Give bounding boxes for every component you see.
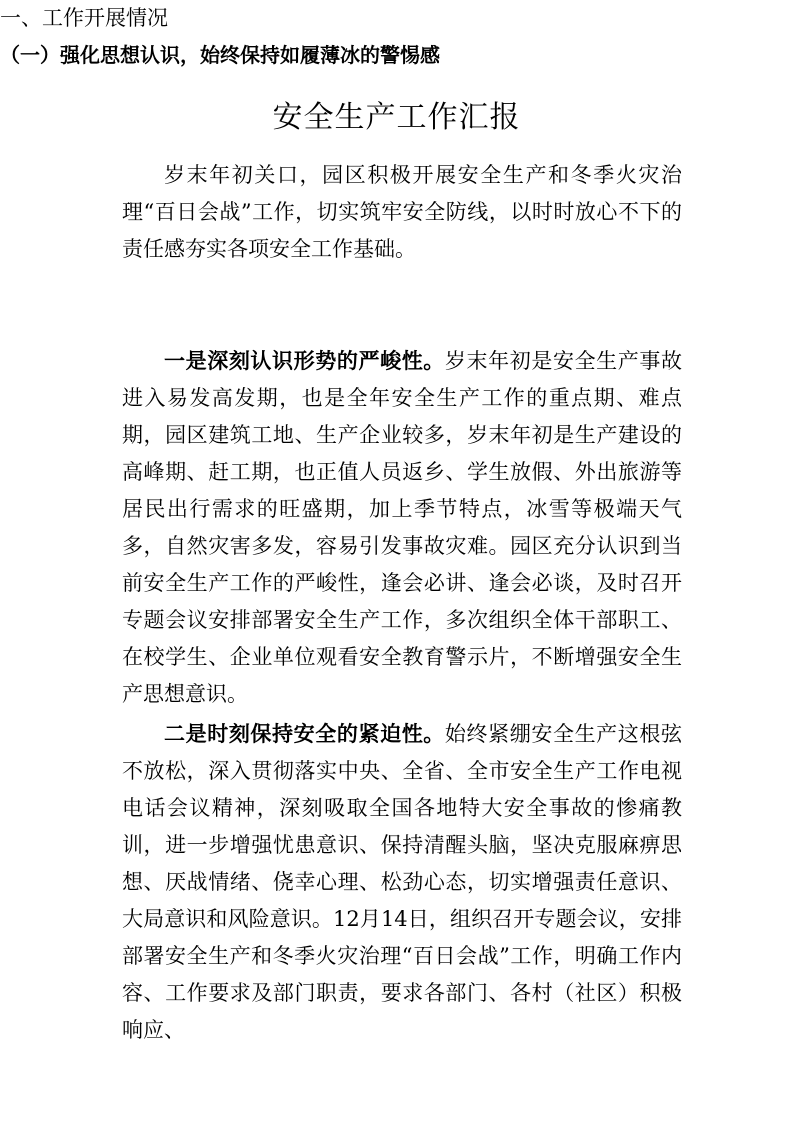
paragraph-lead: 二是时刻保持安全的紧迫性。 (164, 722, 445, 746)
paragraph-body: 始终紧绷安全生产这根弦不放松，深入贯彻落实中央、全省、全市安全生产工作电视电话会议精神，深刻吸取全国各地特大安全事故的惨痛教训，进一步增强忧患意识、保持清醒头脑，坚决克服麻痹思想、厌战情绪、侥幸心理、松劲心态，切实增强责任意识、大局意识和风险意识。12月14日，组织召开专题会议，安排部署安全生产和冬季火灾治理“百日会战”工作，明确工作内容、工作要求及部门职责，要求各部门、各村（社区）积极响应、 (122, 722, 683, 1042)
section-heading: 一、工作开展情况 (0, 6, 168, 30)
paragraph-body: 岁末年初是安全生产事故进入易发高发期，也是全年安全生产工作的重点期、难点期，园区建筑工地、生产企业较多，岁末年初是生产建设的高峰期、赶工期，也正值人员返乡、学生放假、外出旅游等居民出行需求的旺盛期，加上季节特点，冰雪等极端天气多，自然灾害多发，容易引发事故灾难。园区充分认识到当前安全生产工作的严峻性，逢会必讲、逢会必谈，及时召开专题会议安排部署安全生产工作，多次组织全体干部职工、在校学生、企业单位观看安全教育警示片，不断增强安全生产思想意识。 (122, 349, 683, 706)
paragraph-urgency (122, 716, 682, 1049)
document-title: 安全生产工作汇报 (272, 100, 521, 135)
paragraph-lead: 一是深刻认识形势的严峻性。 (164, 349, 445, 373)
paragraph-situation (122, 343, 682, 713)
intro-paragraph: 岁末年初关口，园区积极开展安全生产和冬季火灾治理“百日会战”工作，切实筑牢安全防线，以时时放心不下的责任感夯实各项安全工作基础。 (122, 163, 682, 261)
subsection-heading: （一）强化思想认识，始终保持如履薄冰的警惕感 (0, 43, 440, 67)
